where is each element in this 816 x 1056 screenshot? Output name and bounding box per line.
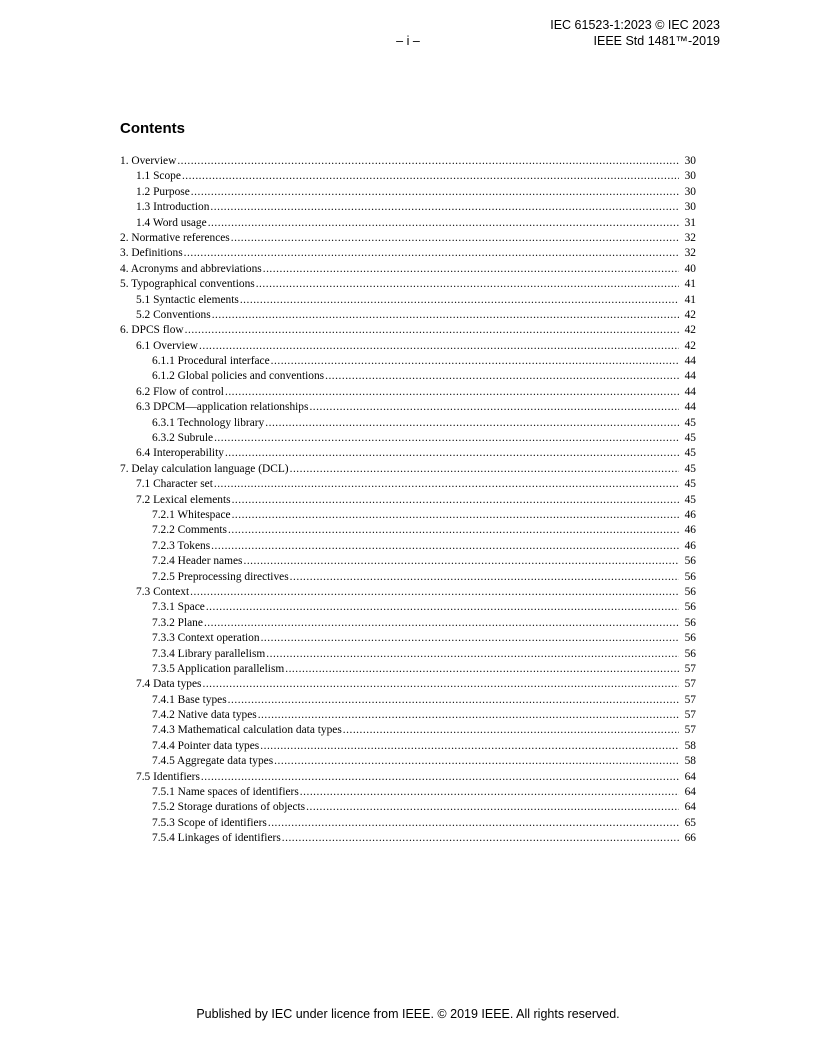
toc-entry-title: 6.3.2 Subrule — [152, 432, 214, 445]
toc-entry-title: 7.2.4 Header names — [152, 555, 243, 568]
toc-leader-dots — [201, 770, 679, 785]
toc-entry-title: 7.5.2 Storage durations of objects — [152, 801, 306, 814]
toc-entry-title: 3. Definitions — [120, 247, 183, 260]
toc-leader-dots — [266, 647, 679, 662]
header-standard-ieee: IEEE Std 1481™-2019 — [593, 34, 720, 48]
toc-entry[interactable] — [120, 831, 696, 846]
toc-entry-title: 1. Overview — [120, 155, 177, 167]
toc-entry[interactable] — [120, 554, 696, 569]
toc-leader-dots — [184, 246, 679, 261]
toc-entry-title: 5. Typographical conventions — [120, 278, 255, 291]
toc-entry-page: 56 — [684, 647, 696, 660]
toc-entry[interactable] — [120, 446, 696, 461]
toc-leader-dots — [290, 570, 679, 585]
toc-entry[interactable] — [120, 477, 696, 492]
toc-entry-title: 7.1 Character set — [136, 478, 213, 491]
toc-entry-title: 7.2.5 Preprocessing directives — [152, 570, 289, 583]
toc-entry-title: 6.2 Flow of control — [136, 385, 224, 398]
toc-leader-dots — [260, 739, 679, 754]
toc-entry-page: 32 — [684, 231, 696, 244]
toc-leader-dots — [214, 477, 679, 492]
toc-leader-dots — [282, 831, 679, 846]
toc-entry-page: 45 — [684, 462, 696, 475]
toc-entry-title: 7.2.1 Whitespace — [152, 508, 231, 521]
toc-entry-page: 40 — [684, 262, 696, 275]
toc-entry[interactable] — [120, 385, 696, 400]
toc-leader-dots — [343, 723, 679, 738]
table-of-contents — [120, 154, 696, 847]
toc-entry-page: 56 — [684, 585, 696, 598]
toc-entry-page: 30 — [684, 185, 696, 198]
toc-leader-dots — [214, 431, 679, 446]
toc-entry-page: 42 — [684, 308, 696, 321]
toc-entry-title: 6.1 Overview — [136, 339, 198, 352]
toc-entry[interactable] — [120, 354, 696, 369]
toc-entry-title: 7.2 Lexical elements — [136, 493, 231, 506]
toc-entry-title: 7.5.3 Scope of identifiers — [152, 816, 267, 829]
toc-entry-title: 7.4 Data types — [136, 678, 202, 691]
toc-entry[interactable] — [120, 262, 696, 277]
toc-entry-title: 1.2 Purpose — [136, 185, 190, 198]
toc-leader-dots — [185, 323, 679, 338]
toc-leader-dots — [191, 185, 679, 200]
toc-leader-dots — [232, 508, 679, 523]
toc-entry-page: 45 — [684, 416, 696, 429]
toc-leader-dots — [261, 631, 679, 646]
toc-entry-page: 45 — [684, 493, 696, 506]
toc-entry-title: 5.1 Syntactic elements — [136, 293, 239, 306]
toc-entry-page: 44 — [684, 385, 696, 398]
toc-entry-page: 64 — [684, 801, 696, 814]
toc-entry-title: 7.3.3 Context operation — [152, 632, 260, 645]
toc-entry[interactable] — [120, 585, 696, 600]
toc-entry-title: 7.4.1 Base types — [152, 693, 227, 706]
toc-entry[interactable] — [120, 231, 696, 246]
toc-entry-page: 42 — [684, 324, 696, 337]
toc-entry-title: 7.4.4 Pointer data types — [152, 739, 260, 752]
toc-entry-page: 45 — [684, 447, 696, 460]
toc-entry-title: 1.1 Scope — [136, 170, 181, 183]
toc-entry-page: 45 — [684, 478, 696, 491]
toc-entry[interactable] — [120, 723, 696, 738]
toc-leader-dots — [211, 539, 679, 554]
toc-entry-page: 58 — [684, 755, 696, 768]
footer-copyright: Published by IEC under licence from IEEE. © 2019 IEEE. All rights reserved. — [196, 1007, 620, 1021]
toc-leader-dots — [306, 800, 679, 815]
toc-leader-dots — [271, 354, 679, 369]
toc-leader-dots — [199, 339, 679, 354]
toc-leader-dots — [309, 400, 679, 415]
toc-leader-dots — [228, 523, 679, 538]
toc-entry[interactable] — [120, 647, 696, 662]
toc-leader-dots — [208, 216, 679, 231]
toc-entry[interactable] — [120, 400, 696, 415]
toc-entry-title: 7.5 Identifiers — [136, 770, 200, 783]
toc-entry-title: 7.2.3 Tokens — [152, 539, 211, 552]
toc-entry-page: 56 — [684, 632, 696, 645]
toc-leader-dots — [268, 816, 679, 831]
toc-entry-title: 1.3 Introduction — [136, 201, 210, 214]
toc-entry-title: 7.3.1 Space — [152, 601, 205, 614]
toc-entry[interactable] — [120, 677, 696, 692]
toc-entry[interactable] — [120, 508, 696, 523]
toc-leader-dots — [212, 308, 679, 323]
toc-entry-page: 44 — [684, 401, 696, 414]
toc-entry-page: 41 — [684, 293, 696, 306]
toc-entry[interactable] — [120, 169, 696, 184]
toc-leader-dots — [265, 416, 679, 431]
toc-leader-dots — [231, 231, 679, 246]
toc-entry-page: 65 — [684, 816, 696, 829]
toc-entry-title: 6.3.1 Technology library — [152, 416, 265, 429]
toc-entry-title: 6. DPCS flow — [120, 324, 184, 337]
toc-entry[interactable] — [120, 246, 696, 261]
toc-entry[interactable] — [120, 600, 696, 615]
toc-entry-page: 46 — [684, 508, 696, 521]
toc-entry-title: 4. Acronyms and abbreviations — [120, 262, 262, 275]
toc-entry-title: 7.4.3 Mathematical calculation data types — [152, 724, 342, 737]
toc-entry[interactable] — [120, 200, 696, 215]
contents-title: Contents — [120, 120, 185, 137]
toc-entry-title: 1.4 Word usage — [136, 216, 207, 229]
toc-entry[interactable] — [120, 539, 696, 554]
toc-entry-title: 7.5.1 Name spaces of identifiers — [152, 786, 299, 799]
toc-entry[interactable] — [120, 493, 696, 508]
toc-entry-title: 7.4.5 Aggregate data types — [152, 755, 274, 768]
toc-entry-page: 56 — [684, 616, 696, 629]
toc-entry-page: 46 — [684, 539, 696, 552]
toc-leader-dots — [243, 554, 679, 569]
toc-entry[interactable] — [120, 631, 696, 646]
toc-entry-page: 45 — [684, 432, 696, 445]
toc-entry-page: 42 — [684, 339, 696, 352]
toc-entry-title: 7.3.4 Library parallelism — [152, 647, 266, 660]
toc-leader-dots — [290, 462, 679, 477]
toc-entry[interactable] — [120, 785, 696, 800]
toc-entry-title: 7.3 Context — [136, 585, 190, 598]
toc-entry-page: 32 — [684, 247, 696, 260]
toc-entry[interactable] — [120, 293, 696, 308]
toc-leader-dots — [263, 262, 679, 277]
toc-entry-page: 57 — [684, 709, 696, 722]
toc-entry-title: 7.4.2 Native data types — [152, 709, 257, 722]
toc-entry[interactable] — [120, 754, 696, 769]
toc-entry-page: 46 — [684, 524, 696, 537]
toc-entry-page: 30 — [684, 201, 696, 214]
toc-entry[interactable] — [120, 462, 696, 477]
toc-entry-title: 6.1.2 Global policies and conventions — [152, 370, 325, 383]
toc-entry-title: 6.4 Interoperability — [136, 447, 224, 460]
toc-leader-dots — [228, 693, 679, 708]
toc-leader-dots — [258, 708, 679, 723]
toc-leader-dots — [210, 200, 679, 215]
toc-entry[interactable] — [120, 216, 696, 231]
toc-leader-dots — [300, 785, 679, 800]
toc-entry-page: 44 — [684, 355, 696, 368]
toc-leader-dots — [240, 293, 679, 308]
toc-leader-dots — [256, 277, 679, 292]
toc-entry-page: 56 — [684, 570, 696, 583]
toc-entry-title: 7. Delay calculation language (DCL) — [120, 462, 289, 475]
toc-entry-page: 57 — [684, 693, 696, 706]
toc-leader-dots — [182, 169, 679, 184]
toc-entry-page: 30 — [684, 170, 696, 183]
toc-leader-dots — [274, 754, 679, 769]
toc-entry[interactable] — [120, 369, 696, 384]
toc-entry-page: 66 — [684, 832, 696, 845]
toc-entry[interactable] — [120, 662, 696, 677]
toc-entry[interactable] — [120, 277, 696, 292]
toc-entry-title: 6.3 DPCM—application relationships — [136, 401, 309, 414]
toc-leader-dots — [232, 493, 679, 508]
toc-entry-title: 6.1.1 Procedural interface — [152, 355, 270, 368]
toc-entry-page: 30 — [684, 155, 696, 167]
toc-entry[interactable] — [120, 693, 696, 708]
toc-entry-title: 7.2.2 Comments — [152, 524, 227, 537]
toc-entry-page: 57 — [684, 678, 696, 691]
toc-leader-dots — [190, 585, 679, 600]
toc-entry[interactable] — [120, 523, 696, 538]
toc-entry-page: 64 — [684, 770, 696, 783]
toc-entry[interactable] — [120, 339, 696, 354]
toc-leader-dots — [202, 677, 679, 692]
toc-entry-title: 2. Normative references — [120, 231, 230, 244]
toc-entry-page: 31 — [684, 216, 696, 229]
toc-entry[interactable] — [120, 323, 696, 338]
toc-leader-dots — [225, 385, 679, 400]
toc-entry[interactable] — [120, 770, 696, 785]
toc-entry[interactable] — [120, 431, 696, 446]
toc-entry[interactable] — [120, 570, 696, 585]
toc-entry[interactable] — [120, 154, 696, 169]
toc-entry-page: 56 — [684, 555, 696, 568]
toc-entry-title: 7.3.5 Application parallelism — [152, 662, 285, 675]
toc-entry-title: 7.5.4 Linkages of identifiers — [152, 832, 281, 845]
toc-leader-dots — [225, 446, 679, 461]
toc-leader-dots — [206, 600, 679, 615]
page-number: – i – — [396, 34, 420, 48]
toc-entry[interactable] — [120, 185, 696, 200]
toc-entry[interactable] — [120, 739, 696, 754]
toc-entry-page: 64 — [684, 786, 696, 799]
toc-leader-dots — [204, 616, 679, 631]
toc-entry[interactable] — [120, 800, 696, 815]
toc-entry[interactable] — [120, 416, 696, 431]
toc-entry[interactable] — [120, 816, 696, 831]
toc-leader-dots — [177, 154, 679, 169]
toc-entry-title: 7.3.2 Plane — [152, 616, 203, 629]
toc-entry[interactable] — [120, 708, 696, 723]
toc-entry[interactable] — [120, 308, 696, 323]
toc-entry-page: 56 — [684, 601, 696, 614]
toc-leader-dots — [285, 662, 679, 677]
toc-entry[interactable] — [120, 616, 696, 631]
toc-entry-page: 57 — [684, 724, 696, 737]
toc-entry-page: 57 — [684, 662, 696, 675]
toc-entry-title: 5.2 Conventions — [136, 308, 211, 321]
toc-leader-dots — [325, 369, 679, 384]
toc-entry-page: 58 — [684, 739, 696, 752]
toc-entry-page: 41 — [684, 278, 696, 291]
header-standard-iec: IEC 61523-1:2023 © IEC 2023 — [550, 18, 720, 32]
toc-entry-page: 44 — [684, 370, 696, 383]
